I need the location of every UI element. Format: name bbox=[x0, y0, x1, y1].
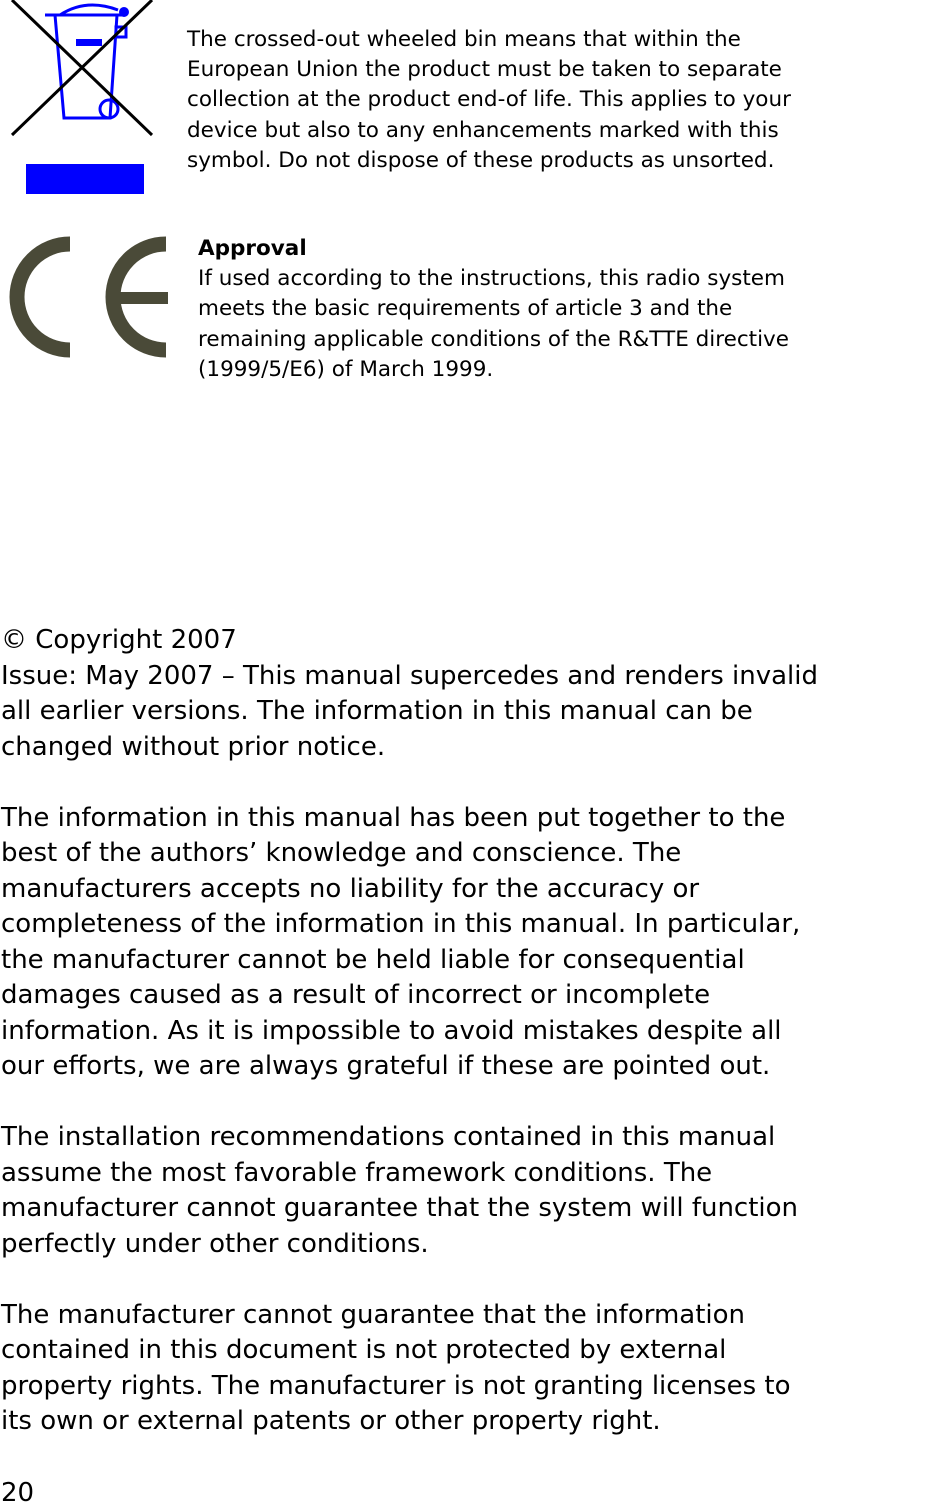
legal-line: perfectly under other conditions. bbox=[1, 1228, 429, 1259]
legal-line: Issue: May 2007 – This manual supercedes and renders invalid bbox=[1, 660, 818, 691]
legal-line: its own or external patents or other property right. bbox=[1, 1406, 661, 1436]
legal-line: best of the authors’ knowledge and conscience. The bbox=[1, 838, 682, 868]
approval-line: meets the basic requirements of article 3 and the bbox=[198, 296, 733, 322]
legal-line: damages caused as a result of incorrect or incomplete bbox=[1, 980, 711, 1010]
legal-line: contained in this document is not protected by external bbox=[1, 1335, 727, 1365]
weee-line: symbol. Do not dispose of these products as unsorted. bbox=[187, 147, 775, 173]
approval-heading: Approval bbox=[198, 236, 307, 261]
legal-line: The manufacturer cannot guarantee that the information bbox=[1, 1299, 746, 1330]
legal-line: all earlier versions. The information in this manual can be bbox=[1, 696, 753, 726]
legal-line: manufacturers accepts no liability for the accuracy or bbox=[1, 873, 700, 904]
weee-line: European Union the product must be taken to separate bbox=[187, 57, 782, 83]
legal-paragraph bbox=[1, 623, 818, 765]
legal-line: The installation recommendations contained in this manual bbox=[1, 1122, 776, 1152]
legal-line: manufacturer cannot guarantee that the system will function bbox=[1, 1193, 799, 1223]
weee-line: The crossed-out wheeled bin means that within the bbox=[187, 27, 741, 52]
legal-notice bbox=[1, 623, 818, 1475]
legal-line: property rights. The manufacturer is not granting licenses to bbox=[1, 1370, 791, 1401]
page-number: 20 bbox=[1, 1478, 35, 1508]
legal-line: our efforts, we are always grateful if these are pointed out. bbox=[1, 1051, 771, 1081]
legal-line: assume the most favorable framework conditions. The bbox=[1, 1157, 713, 1188]
weee-line: device but also to any enhancements marked with this bbox=[187, 117, 779, 143]
legal-line: © Copyright 2007 bbox=[1, 625, 237, 655]
legal-line: The information in this manual has been put together to the bbox=[1, 802, 786, 833]
weee-line: collection at the product end-of life. This applies to your bbox=[187, 87, 791, 113]
weee-notice bbox=[187, 25, 791, 176]
legal-line: completeness of the information in this manual. In particular, bbox=[1, 909, 801, 939]
approval-section bbox=[198, 234, 789, 385]
legal-paragraph bbox=[1, 801, 818, 1085]
approval-line: (1999/5/E6) of March 1999. bbox=[198, 356, 494, 382]
ce-mark-icon bbox=[8, 236, 173, 358]
legal-line: changed without prior notice. bbox=[1, 731, 386, 762]
legal-paragraph bbox=[1, 1298, 818, 1440]
approval-line: If used according to the instructions, this radio system bbox=[198, 266, 785, 292]
legal-line: information. As it is impossible to avoid mistakes despite all bbox=[1, 1015, 782, 1046]
crossed-out-wheeled-bin-icon bbox=[8, 0, 156, 196]
legal-paragraph bbox=[1, 1120, 818, 1262]
approval-line: remaining applicable conditions of the R&TTE directive bbox=[198, 326, 790, 352]
legal-line: the manufacturer cannot be held liable for consequential bbox=[1, 944, 745, 975]
